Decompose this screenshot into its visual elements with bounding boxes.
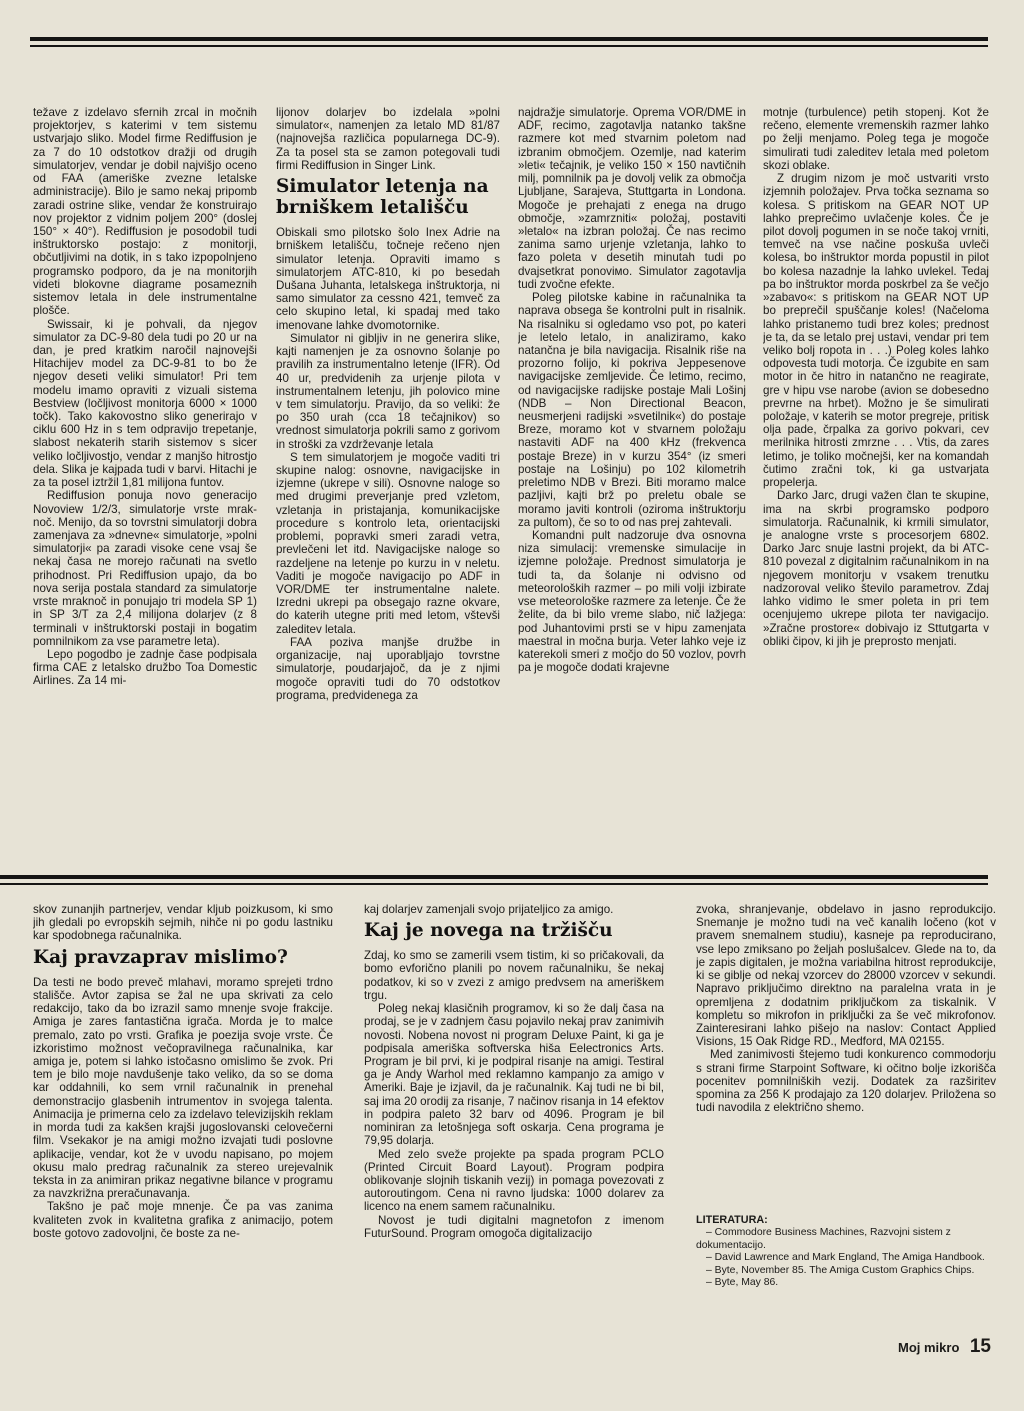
paragraph: S tem simulatorjem je mogoče vaditi tri skupine nalog: osnovne, navigacijske in izjemne (ukrepe v sili). Osnovne naloge so med drugimi preverjanje pred vzletom, vzletanja in pristajanja, komunikacijske procedure s kontrolo leta, orientacijski problemi, popravki smeri zaradi vetra, prevlečeni let itd. Navigacijske naloge so razdeljene na letenje po kurzu in v neletu. Vaditi je mogoče navigacijo po ADF in VOR/DME ter instrumentalne nalete. Izredni ukrepi pa obsegajo razne okvare, do katerih utegne priti med letom, vštevši zaleditev letala. [276,450,500,636]
page-number: 15 [969,1336,991,1357]
literature-item: – David Lawrence and Mark England, The Amiga Handbook. [706,1252,985,1264]
section-heading: Simulator letenja na brniškem letališču [276,176,489,219]
paragraph: Novost je tudi digitalni magnetofon z imenom FuturSound. Program omogoča digitalizacijo [364,1213,664,1240]
top-column-3 [518,106,746,851]
section-heading: Kaj pravzaprav mislimo? [33,946,288,968]
paragraph: Lepo pogodbo je zadnje čase podpisala firma CAE z letalsko družbo Toa Domestic Airlines. Za 14 mi- [33,647,257,688]
paragraph: najdražje simulatorje. Oprema VOR/DME in ADF, recimo, zagotavlja natanko takšne razmere kot med stvarnim poletom nad izbranim območjem. Ozemlje, nad katerim »leti« tečajnik, je veliko 150 × 150 navtičnih milj, pomnilnik pa je dovolj velik za območja Ljubljane, Sarajeva, Stuttgarta in Londona. Mogoče je prehajati z enega na drugo območje, »zamrzniti« položaj, postaviti »letalo« na izbran položaj. Če nas recimo zanima samo urjenje vzletanja, lahko to fazo poleta v desetih minutah tudi po dvajsetkrat ponoviмo. Simulator zagotavlja tudi zvočne efekte. [518,106,746,291]
page-footer [898,1336,991,1358]
bottom-column-2 [364,903,664,1343]
top-rule-thick [30,37,988,41]
paragraph: Rediffusion ponuja novo generacijo Novoview 1/2/3, simulatorje vrste mrak-noč. Menijo, da so tovrstni simulatorji dobra zamenjava za »dnevne« simulatorje, »polni simulatorji« pa zaradi visoke cene vsaj še nekaj časa ne morejo računati na svetlo prihodnost. Pri Rediffusion upajo, da bo nova serija postala standard za simulatorje vrste mraknoč in ponujajo tri modela SP 1) in SP 3/T za 2,4 milijona dolarjev (z 8 terminali v inštruktorski postaji in bogatim pomnilnikom za vse parametre leta). [33,489,257,648]
paragraph: Poleg pilotske kabine in računalnika ta naprava obsega še kontrolni pult in risalnik. Na risalniku si ogledamo vso pot, po kateri je letelo letalo, in analiziramo, kako natančna je bila navigacija. Risalnik riše na prozorno folijo, ki pokriva Jeppesenove navigacijske zemljevide. Če letimo, recimo, od navigacijske radijske postaje Mali Lošinj (NDB – Non Directional Beacon, neusmerjeni radijski »svetilnik«) do postaje Breze, moramo kot v stvarnem položaju nastaviti ADF na 400 kHz (frekvenca postaje Breze) in v kurzu 354° (iz smeri postaje na Lošinju) po 102 kilometrih preletimo NDB v Brezi. Biti moramo malce pazljivi, kajti brž po preletu obale se moramo javiti kontroli (oziroma inštruktorju za pultom), če so to od nas prej zahtevali. [518,291,746,529]
paragraph: Da testi ne bodo preveč mlahavi, moramo sprejeti trdno stališče. Avtor zapisa se žal ne upa skrivati za celo redakcijo, tako da bo izrazil samo mnenje svoje frakcije. Amiga je zares fantastična igrača. Morda je to malce premalo, zato po vrsti. Grafika je poezija svoje vrste. Če izkoristimo možnost večopravilnega računalnika, kar amiga je, potem si lahko istočasno omislimo še zvok. Pri tem je bilo moje navdušenje tako veliko, da so se doma kar oddahnili, ko sem vrnil računalnik in prenehal demonstracijo glasbenih intrumentov in svojega talenta. Animacija je primerna celo za izdelavo televizijskih reklam in morda tudi za kakšen krajši jugoslovanski celovečerni film. Vsekakor je na amigi možno izvajati tudi poslovne aplikacije, vendar, kot že v uvodu napisano, po mojem okusu malo predrag računalnik za stereo urejevalnik teksta in za animiran prikaz negativne bilance v programu za navzkrižna preračunavanja. [33,975,333,1201]
literature-title: LITERATURA: [696,1214,768,1226]
literature-item: – Commodore Business Machines, Razvojni sistem z dokumentacijo. [696,1227,951,1251]
paragraph: Darko Jarc, drugi važen član te skupine, ima na skrbi programsko podporo simulatorja. Računalnik, ki krmili simulator, je analogne vrste s procesorjem 6802. Darko Jarc snuje lastni projekt, da bi ATC-810 povezal z digitalnim računalnikom in na njegovem monitorju v vsakem trenutku nadzoroval veliko število parametrov. Zdaj lahko vidimo le smer poleta in pri tem ocenjujemo ukrepe pilota ter navigacijo. »Zračne prostore« dobivajo iz Sttutgarta v obliki čipov, ki jih je preprosto menjati. [763,489,989,648]
paragraph: Takšno je pač moje mnenje. Če pa vas zanima kvaliteten zvok in kvalitetna grafika z animacijo, potem boste gotovo zadovoljni, če boste za ne- [33,1200,333,1240]
top-column-4 [763,106,989,851]
top-column-1 [33,106,257,851]
paragraph: Swissair, ki je pohvali, da njegov simulator za DC-9-80 dela tudi po 20 ur na dan, je pred kratkim naročil najnovejši Hitachijev model za DC-9-81 to bo že njegov deseti veliki simulator! Pri tem modelu imamo opraviti z vizuali sistema Bestview (ločljivost monitorja 6000 × 1000 točk). Tako kakovostno sliko generirajo v ciklu 600 Hz in s tem odpravijo trepetanje, slabost nekaterih starih sistemov s sicer veliko ločljivostjo, vendar z manjšo hitrostjo dela. Slika je kajpada tudi v barvi. Hitachi je za ta posel iztržil 1,81 milijona funtov. [33,317,257,490]
literature-item: – Byte, November 85. The Amiga Custom Graphics Chips. [706,1264,975,1276]
bottom-column-1 [33,903,333,1343]
top-column-2 [276,106,500,851]
paragraph: zvoka, shranjevanje, obdelavo in jasno reprodukcijo. Snemanje je možno tudi na več kanalih ločeno (kot v pravem snemalnem studiu), kasneje pa reproduciranо, vse lepo zmiksano po željah poslušalcev. Glede na to, da je zapis digitalen, je možna variabilna hitrost reprodukcije, ki se giblje od nekaj vzorcev do 28000 vzorcev v sekundi. Napravo priključimo direktno na paralelna vrata in je opremljena z dodatnim priključkom za tiskalnik. V kompletu so mikrofon in priključki za še več mikrofonov. Zainteresirani lahko pišejo na naslov: Contact Applied Visions, 15 Oak Ridge RD., Medford, MA 02155. [696,903,996,1049]
paragraph: Zdaj, ko smo se zamerili vsem tistim, ki so pričakovali, da bomo evforično planili po novem računalniku, še nekaj podatkov, ki so v zvezi z amigo predvsem na ameriškem trgu. [364,949,664,1002]
paragraph: težave z izdelavo sfernih zrcal in močnih projektorjev, s katerimi v tem sistemu ustvarjajo sliko. Model firme Rediffusion je za 7 do 10 odstotkov dražji od drugih simulatorjev, vendar je dobil najvišjo oceno od FAA (ameriške zvezne letalske administracije). Bilo je samo nekaj pripomb zaradi ostrine slike, vendar že konstruirajo nov projektor z vidnim poljem 200° (doslej 150° × 40°). Rediffusion je posodobil tudi inštruktorsko postajo: z monitorji, občutljivimi na dotik, in s tako izpopolnjeno programsko podporo, da je na monitorjih videti blokovne diagrame posameznih sistemov letala in dele instrumentalne plošče. [33,106,257,318]
paragraph: Simulator ni gibljiv in ne generira slike, kajti namenjen je za osnovno šolanje po pravilih za instrumentalno letenje (IFR). Od 40 ur, predvidenih za urjenje pilota v instrumentalnem letenju, jih polovico mine v tem simulatorju. Pravijo, da so veliki: že po 350 urah (cca 18 tečajnikov) so vrednost simulatorja pokrili samo z gorivom in stroški za vzdrževanje letala [276,331,500,451]
paragraph: kaj dolarjev zamenjali svojo prijateljico za amigo. [364,903,614,916]
paragraph: Z drugim nizom je moč ustvariti vrsto izjemnih položajev. Prva točka seznama so kolesa. S pritiskom na GEAR NOT UP lahko preprečimo uvlačenje koles. Če je pilot dovolj pogumen in se noče takoj vrniti, temveč na vse načine poskuša uvleči kolesa, bo inštruktor morda popustil in pilot bo kolesa nazadnje la lahko uvlekel. Tedaj pa bo inštruktor morda poskrbel za še večjo »zabavo«: s pritiskom na GEAR NOT UP bo preprečil spuščanje koles! (Načeloma lahko pristanemo tudi brez koles; prednost je ta, da se letalo prej ustavi, vendar pri tem veliko bolj ropota in . . .) Poleg koles lahko odpovesta tudi motorja. Če izgubite en sam motor in če hitro in natančno ne reagirate, gre v hipu vse narobe (avion se dobesedno prevrne na hrbet). Možno je še simulirati položaje, v katerih se motor pregreje, pritisk olja pade, črpalka za gorivo pokvari, cev merilnika hitrosti zmrzne . . . Vtis, da zares letimo, je toliko močnejši, ker na komandah čutimo zračni tok, ki ga ustvarjata propelerja. [763,172,989,490]
paragraph: Komandni pult nadzoruje dva osnovna niza simulacij: vremenske simulacije in izjemne položaje. Prednost simulatorja je tudi ta, da šolanje ni odvisno od meteoroloških razmer – po mili volji izbirate vse meteorološke razmere za letenje. Če že želite, da bi bilo vreme slabo, nič lažjega: pod Juhantovimi prsti se v hipu zamenjata maestral in močna burja. Veter lahko veje iz katerekoli smeri z močjo do 50 vozlov, povrh pa je mogoče dodati krajevne [518,529,746,675]
literature [696,1214,996,1289]
paragraph: skov zunanjih partnerjev, vendar kljub poizkusom, ki smo jih gledali po evropskih sejmih, nihče ni po godu lastniku kar spodobnega računalnika. [33,903,333,943]
literature-item: – Byte, May 86. [706,1277,779,1289]
bottom-column-3 [696,903,996,1203]
magazine-name: Moj mikro [898,1340,960,1355]
paragraph: lijonov dolarjev bo izdelala »polni simulator«, namenjen za letalo MD 81/87 (najnovejša različica popularnega DC-9). Za ta posel sta se zamon potegovali tudi firmi Rediffusion in Singer Link. [276,106,500,172]
paragraph: Poleg nekaj klasičnih programov, ki so že dalj časa na prodaj, se je v zadnjem času pojavilo nekaj prav zanimivih novosti. Nobena novost ni program Deluxe Paint, ki ga je podpisala ameriška softverska hiša Eelectronics Arts. Program je bil prvi, ki je podpiral risanje na amigi. Testiral ga je Andy Warhol med reklamno kampanjo za amigo v Ameriki. Baje je izjavil, da je računalnik. Kaj tudi ne bi bil, saj ima 20 orodij za risanje, 7 načinov risanja in 14 efektov in podpira paleto 32 barv od 4096. Program je bil nominiran za letošnjega soft oskarja. Cena programa je 79,95 dolarja. [364,1002,664,1148]
paragraph: FAA poziva manjše družbe in organizacije, naj uporabljajo tovrstne simulatorje, poudarjajoč, da je z njimi mogoče opraviti tudi do 70 odstotkov programa, predvidenega za [276,635,500,702]
middle-rule-thick [0,875,988,879]
top-rule-thin [30,45,988,47]
paragraph: Med zelo sveže projekte pa spada program PCLO (Printed Circuit Board Layout). Program podpira oblikovanje slojnih tiskanih vezij) in pomaga povezovati z autoroutingom. Cena ni ravno ljudska: 1000 dolarev za licenco na enem samem računalniku. [364,1147,664,1214]
paragraph: motnje (turbulence) petih stopenj. Kot že rečeno, elemente vremenskih razmer lahko po želji menjamo. Poleg tega je mogoče simulirati tudi zaleditev letala med poletom skozi oblake. [763,106,989,172]
paragraph: Obiskali smo pilotsko šolo Inex Adrie na brniškem letališču, točneje rečeno njen simulator letenja. Opraviti imamo s simulatorjem ATC-810, ki po besedah Dušana Juhanta, letalskega inštruktorja, ni samo simulator za cessno 421, temveč za celo skupino letal, ki spadaj med tako imenovane lahke dvomotornike. [276,226,500,332]
section-heading: Kaj je novega na tržišču [364,920,613,942]
middle-rule-thin [0,883,988,885]
paragraph: Med zanimivosti štejemo tudi konkurenco commodorju s strani firme Starpoint Software, ki očitno bolje izkorišča pocenitev pomnilniških vezij. Dodatek za razširitev spomina za 256 K prodajajo za 120 dolarjev. Priložena so tudi navodila z električno shemo. [696,1048,996,1115]
